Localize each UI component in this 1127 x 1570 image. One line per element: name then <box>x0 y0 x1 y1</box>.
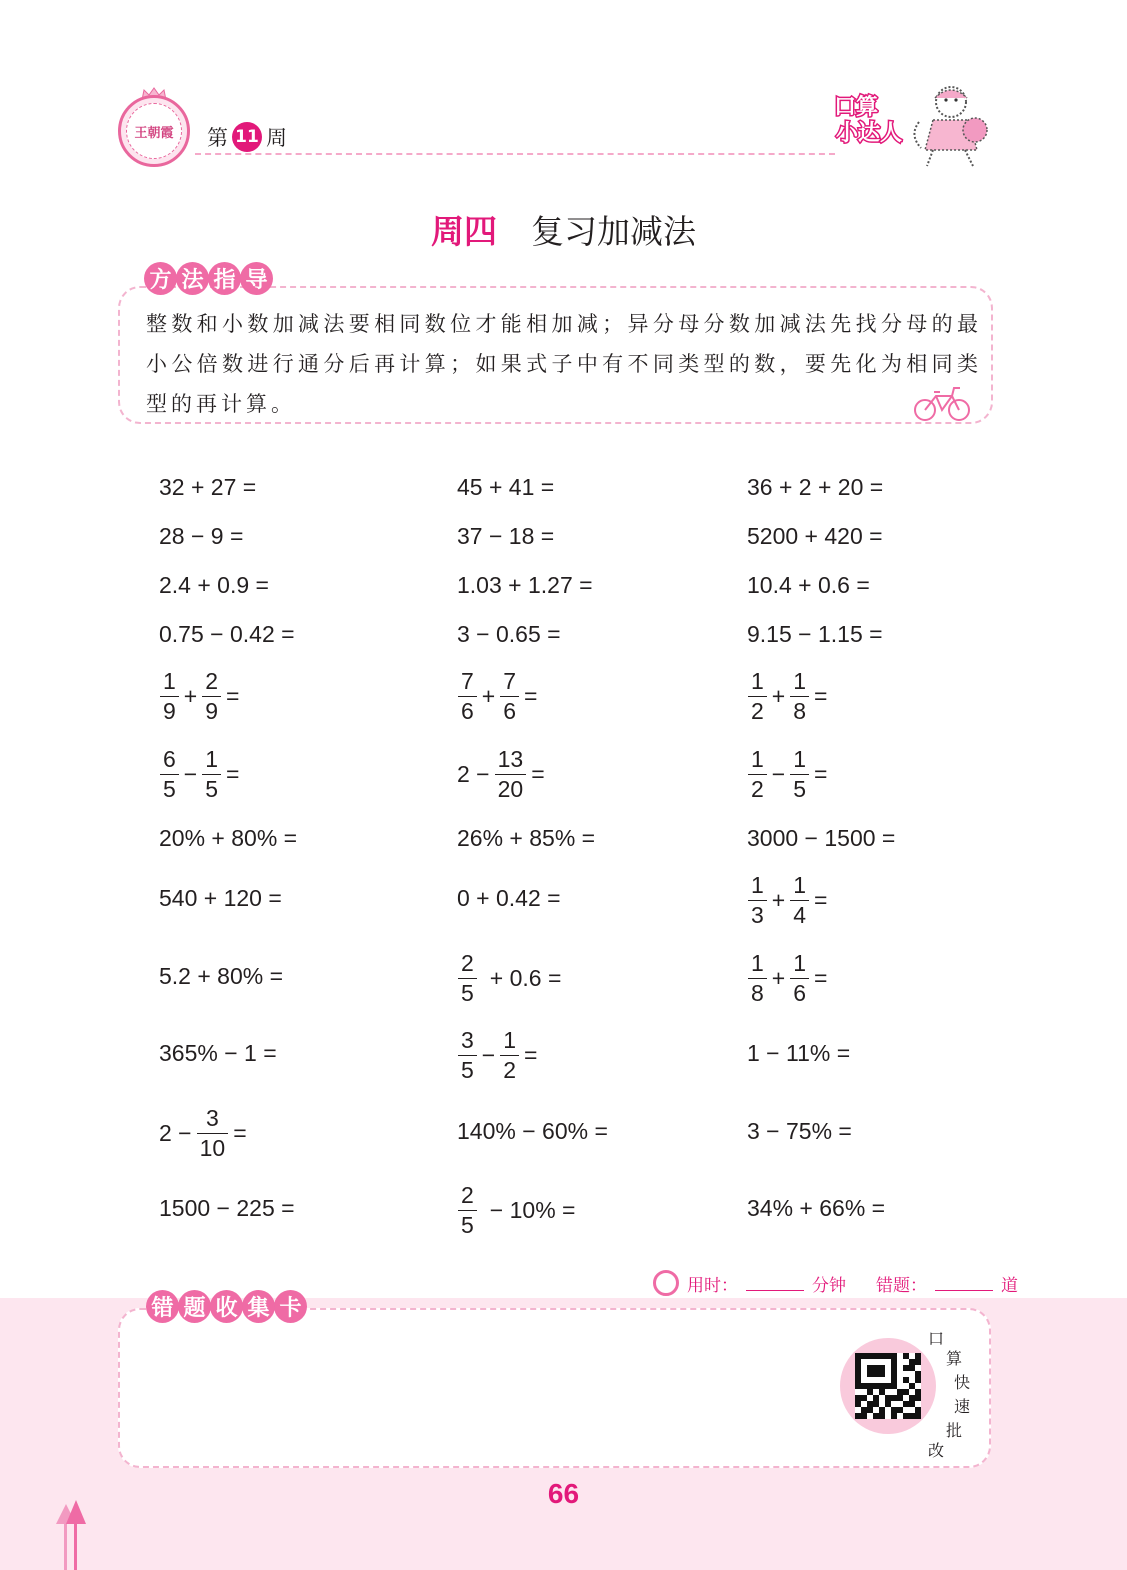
stopwatch-icon <box>653 1270 679 1296</box>
fraction: $\frac{1}{9}$ <box>160 670 179 723</box>
fraction: $\frac{1}{5}$ <box>790 748 809 801</box>
error-tab-char: 卡 <box>274 1290 307 1323</box>
problem-r11-c2: 140% − 60% = <box>457 1118 608 1144</box>
problem-r9-c2: $\frac{2}{5}$ + 0.6 = <box>453 952 561 1005</box>
week-number-badge: 11 <box>232 122 262 152</box>
page-title <box>0 206 1127 253</box>
errors-label: 错题： <box>876 1275 927 1296</box>
problem-r12-c3: 34% + 66% = <box>747 1195 886 1221</box>
error-tab-char: 收 <box>210 1290 243 1323</box>
problem-r5-c3: $\frac{1}{2}$ + $\frac{1}{8}$ = <box>743 670 827 723</box>
qr-caption-char: 改 <box>928 1441 945 1460</box>
seal-text: 王朝霞 <box>126 103 182 159</box>
problem-r4-c1: 0.75 − 0.42 = <box>159 621 295 647</box>
minutes-label: 分钟 <box>812 1275 846 1296</box>
problem-r5-c1: $\frac{1}{9}$ + $\frac{2}{9}$ = <box>155 670 239 723</box>
fraction: $\frac{1}{8}$ <box>748 952 767 1005</box>
week-prefix: 第 <box>207 126 228 150</box>
problem-r5-c2: $\frac{7}{6}$ + $\frac{7}{6}$ = <box>453 670 537 723</box>
page-number: 66 <box>547 1478 580 1509</box>
problem-r10-c3: 1 − 11% = <box>747 1040 851 1066</box>
fraction: $\frac{1}{2}$ <box>500 1029 519 1082</box>
bicycle-icon <box>912 384 972 422</box>
cartoon-character-icon <box>905 80 997 168</box>
problem-r2-c3: 5200 + 420 = <box>747 523 883 549</box>
qr-caption-char: 算 <box>946 1349 963 1368</box>
fraction: $\frac{6}{5}$ <box>160 748 179 801</box>
week-suffix: 周 <box>266 126 287 150</box>
problem-r7-c3: 3000 − 1500 = <box>747 825 896 851</box>
fraction: $\frac{13}{20}$ <box>495 748 527 801</box>
problem-r11-c3: 3 − 75% = <box>747 1118 852 1144</box>
fraction: $\frac{3}{5}$ <box>458 1029 477 1082</box>
fraction: $\frac{2}{5}$ <box>458 952 477 1005</box>
problem-r1-c3: 36 + 2 + 20 = <box>747 474 884 500</box>
problem-r8-c2: 0 + 0.42 = <box>457 885 561 911</box>
fraction: $\frac{1}{2}$ <box>748 748 767 801</box>
time-label: 用时： <box>687 1275 738 1296</box>
qr-code-badge[interactable] <box>840 1338 936 1434</box>
problem-r7-c1: 20% + 80% = <box>159 825 298 851</box>
fraction: $\frac{1}{3}$ <box>748 874 767 927</box>
problem-r9-c3: $\frac{1}{8}$ + $\frac{1}{6}$ = <box>743 952 827 1005</box>
fraction: $\frac{1}{2}$ <box>748 670 767 723</box>
qr-caption-char: 快 <box>954 1373 971 1392</box>
fraction: $\frac{3}{10}$ <box>197 1107 229 1160</box>
method-guide-tab <box>144 262 272 295</box>
problem-r11-c1: 2 − $\frac{3}{10}$ = <box>159 1105 247 1161</box>
problem-r7-c2: 26% + 85% = <box>457 825 596 851</box>
error-tab-char: 错 <box>146 1290 179 1323</box>
problem-r6-c2: 2 − $\frac{13}{20}$ = <box>457 746 545 802</box>
problem-r1-c2: 45 + 41 = <box>457 474 555 500</box>
problem-r4-c3: 9.15 − 1.15 = <box>747 621 883 647</box>
problem-r3-c1: 2.4 + 0.9 = <box>159 572 269 598</box>
fraction: $\frac{1}{8}$ <box>790 670 809 723</box>
method-tab-char: 方 <box>144 262 177 295</box>
fraction: $\frac{1}{5}$ <box>202 748 221 801</box>
fraction: $\frac{2}{9}$ <box>202 670 221 723</box>
fraction: $\frac{7}{6}$ <box>500 670 519 723</box>
up-arrows-icon <box>52 1500 92 1570</box>
problem-r12-c2: $\frac{2}{5}$ − 10% = <box>453 1184 575 1237</box>
problem-r4-c2: 3 − 0.65 = <box>457 621 561 647</box>
fraction: $\frac{1}{6}$ <box>790 952 809 1005</box>
errors-unit: 道 <box>1001 1275 1018 1296</box>
problem-r3-c2: 1.03 + 1.27 = <box>457 572 593 598</box>
brand-line2: 小达人 <box>836 121 903 146</box>
problem-r12-c1: 1500 − 225 = <box>159 1195 295 1221</box>
author-seal-logo <box>118 95 190 167</box>
method-guide-text: 整数和小数加减法要相同数位才能相加减；异分母分数加减法先找分母的最小公倍数进行通分后再计算；如果式子中有不同类型的数，要先化为相同类型的再计算。 <box>146 312 982 416</box>
error-tab-char: 集 <box>242 1290 275 1323</box>
header-divider <box>195 153 835 155</box>
qr-caption-char: 口 <box>928 1329 945 1348</box>
problem-r2-c2: 37 − 18 = <box>457 523 555 549</box>
qr-caption-char: 批 <box>946 1421 963 1440</box>
problem-r10-c1: 365% − 1 = <box>159 1040 277 1066</box>
method-tab-char: 法 <box>176 262 209 295</box>
method-tab-char: 导 <box>240 262 273 295</box>
time-record <box>653 1270 1018 1296</box>
problem-r6-c3: $\frac{1}{2}$ − $\frac{1}{5}$ = <box>743 748 827 801</box>
brand-logo <box>834 90 904 152</box>
problem-r6-c1: $\frac{6}{5}$ − $\frac{1}{5}$ = <box>155 748 239 801</box>
error-tab-char: 题 <box>178 1290 211 1323</box>
problem-r3-c3: 10.4 + 0.6 = <box>747 572 870 598</box>
problem-r10-c2: $\frac{3}{5}$ − $\frac{1}{2}$ = <box>453 1029 537 1082</box>
qr-caption-char: 速 <box>954 1397 971 1416</box>
fraction: $\frac{2}{5}$ <box>458 1184 477 1237</box>
errors-blank[interactable] <box>935 1275 993 1291</box>
problem-r1-c1: 32 + 27 = <box>159 474 257 500</box>
brand-line1: 口算 <box>834 95 879 120</box>
week-label <box>207 122 287 152</box>
problem-r8-c1: 540 + 120 = <box>159 885 282 911</box>
method-tab-char: 指 <box>208 262 241 295</box>
problem-r2-c1: 28 − 9 = <box>159 523 244 549</box>
fraction: $\frac{7}{6}$ <box>458 670 477 723</box>
title-day: 周四 <box>431 212 497 251</box>
problem-r9-c1: 5.2 + 80% = <box>159 963 284 989</box>
fraction: $\frac{1}{4}$ <box>790 874 809 927</box>
error-collection-tab <box>146 1290 306 1323</box>
qr-code-icon <box>855 1353 921 1419</box>
problem-r8-c3: $\frac{1}{3}$ + $\frac{1}{4}$ = <box>743 874 827 927</box>
time-blank[interactable] <box>746 1275 804 1291</box>
title-topic: 复习加减法 <box>531 212 696 251</box>
